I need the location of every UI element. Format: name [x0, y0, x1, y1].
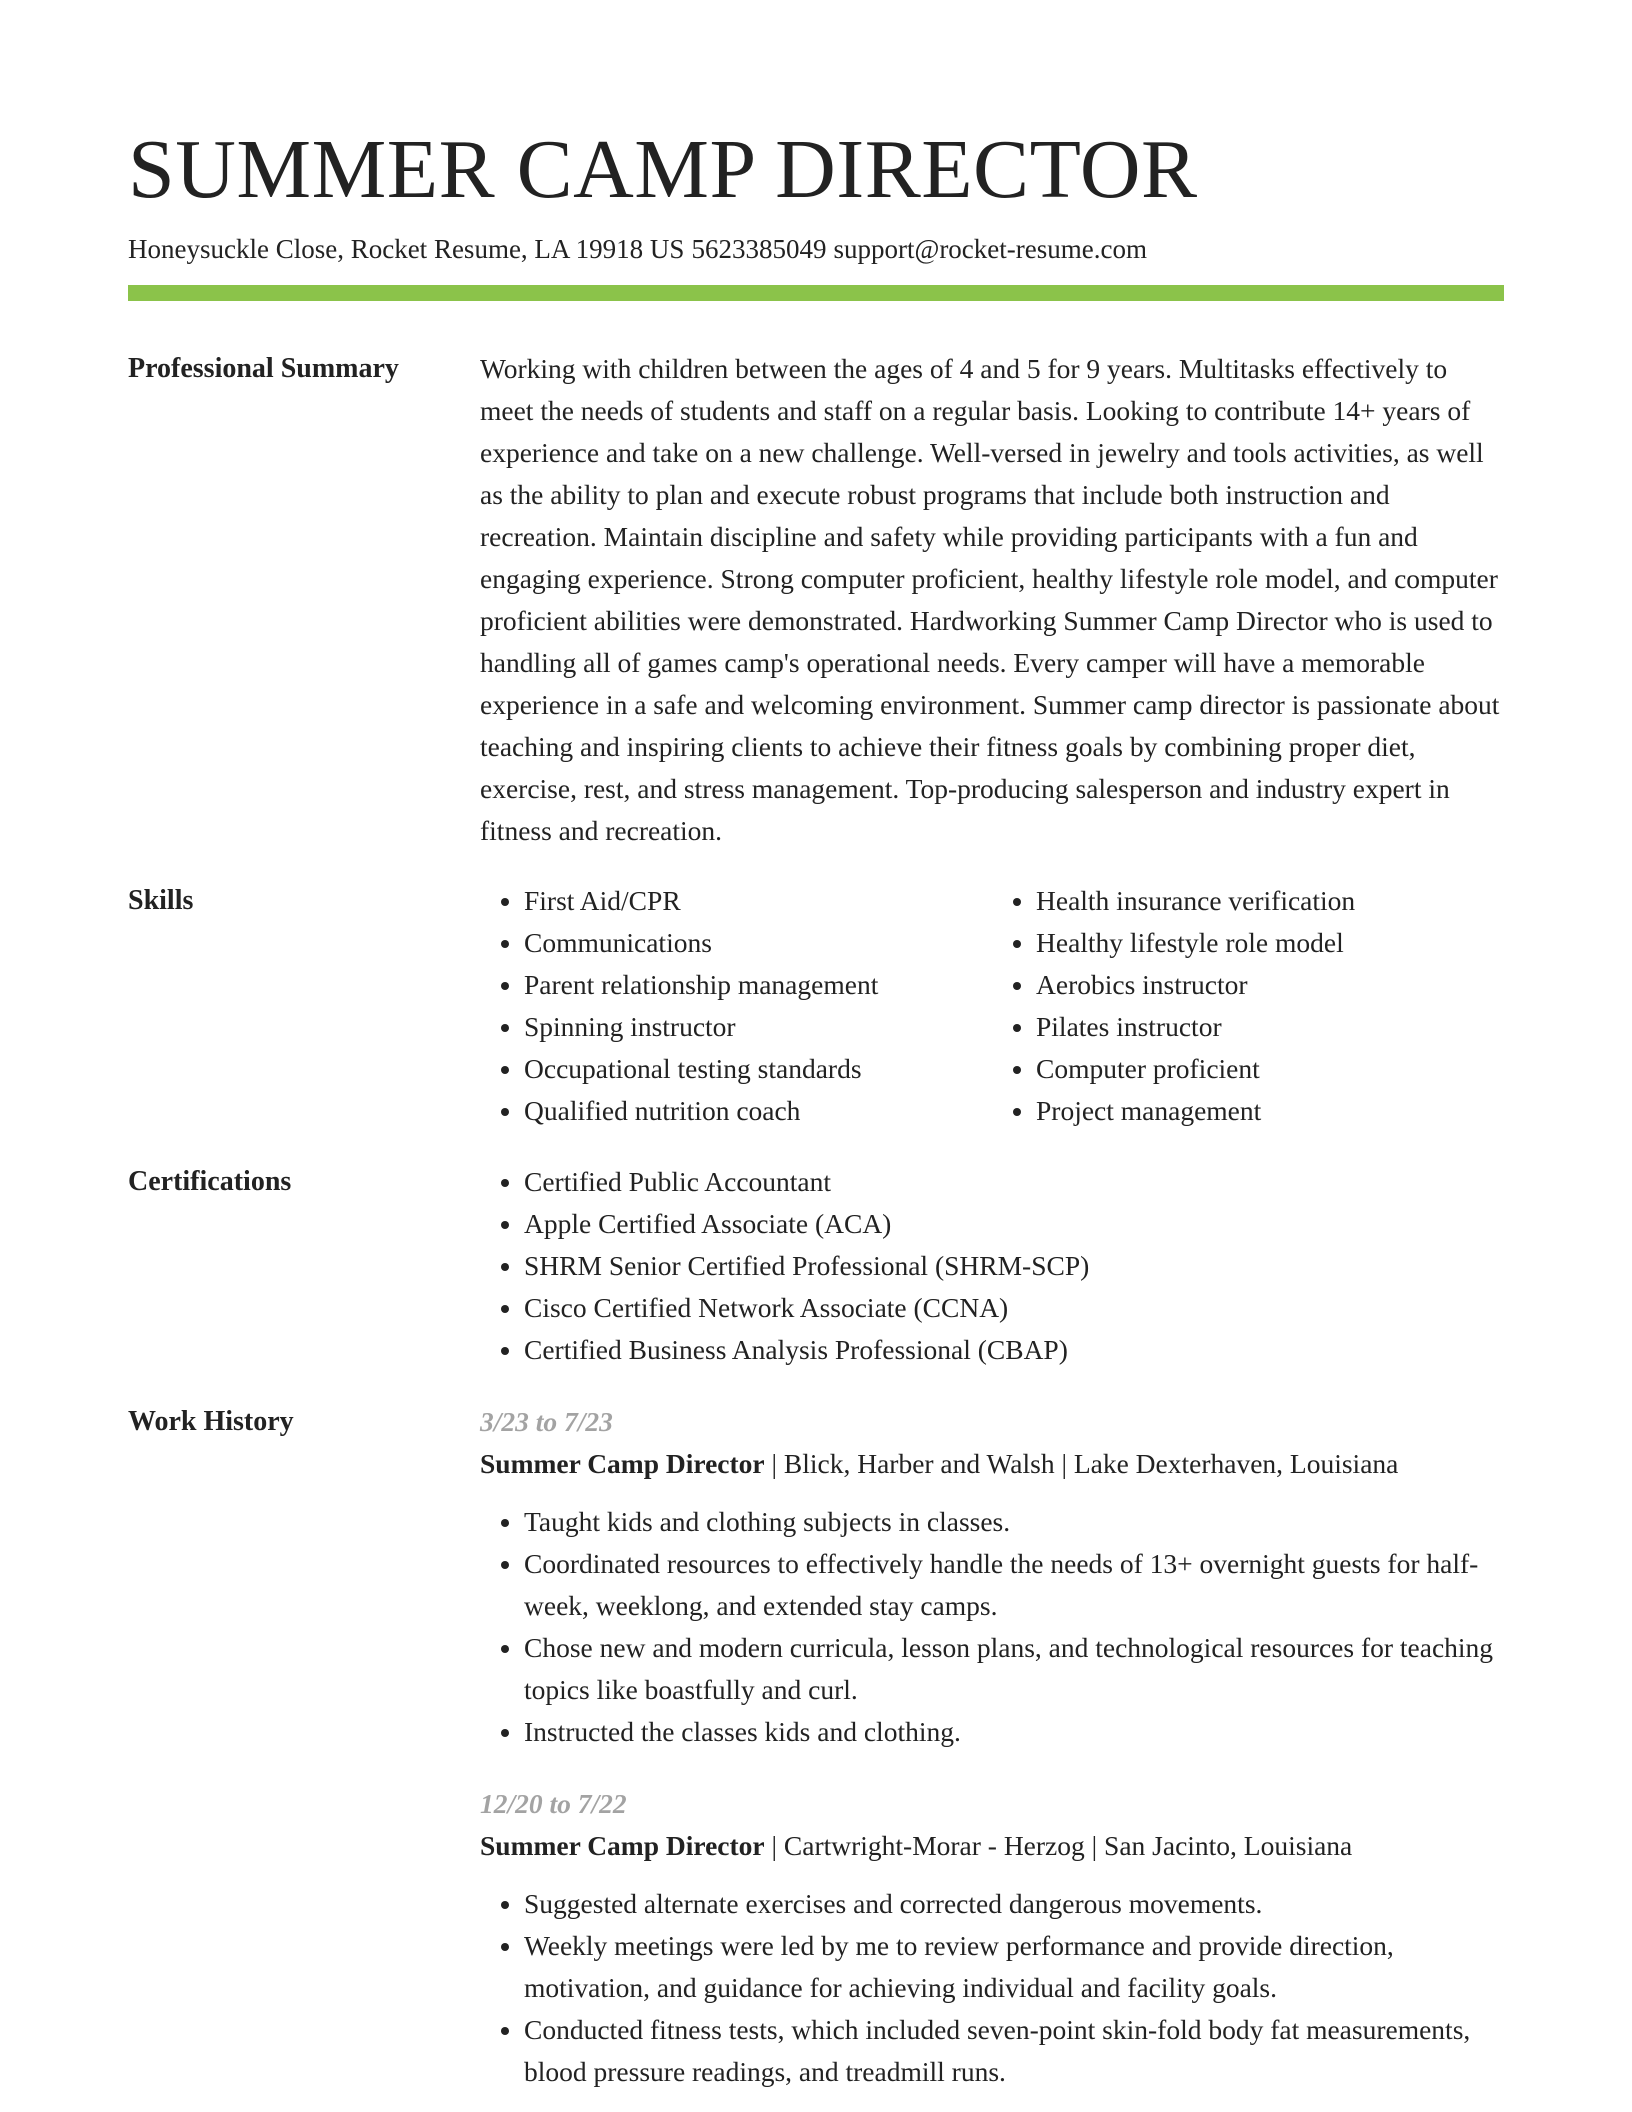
skills-list-left [480, 880, 992, 1132]
job-entry [480, 1401, 1504, 1753]
summary-label: Professional Summary [128, 353, 399, 384]
summary-body [480, 348, 1504, 852]
certification-item: • Apple Certified Associate (ACA) [524, 1203, 1504, 1245]
job-bullet: • Chose new and modern curricula, lesson plans, and technological resources for teaching topics like boastfully and curl. [524, 1627, 1504, 1711]
skill-item: • Aerobics instructor [1036, 964, 1504, 1006]
skills-list-right [992, 880, 1504, 1132]
skill-item: • Computer proficient [1036, 1048, 1504, 1090]
certifications-label: Certifications [128, 1166, 292, 1197]
job-bullet: • Conducted fitness tests, which included seven-point skin-fold body fat measurements, blood pressure readings, and treadmill runs. [524, 2009, 1504, 2093]
job-dates: 3/23 to 7/23 [480, 1406, 613, 1437]
certification-item: • SHRM Senior Certified Professional (SHRM-SCP) [524, 1245, 1504, 1287]
job-location: San Jacinto, Louisiana [1104, 1830, 1353, 1861]
job-company: Blick, Harber and Walsh [783, 1448, 1055, 1479]
skill-item: • First Aid/CPR [524, 880, 992, 922]
skill-item: • Spinning instructor [524, 1006, 992, 1048]
skill-item: • Qualified nutrition coach [524, 1090, 992, 1132]
job-company: Cartwright-Morar - Herzog [783, 1830, 1085, 1861]
job-dates: 12/20 to 7/22 [480, 1788, 627, 1819]
job-title: Summer Camp Director [480, 1830, 765, 1861]
work-body [480, 1401, 1504, 2093]
skills-label: Skills [128, 885, 194, 916]
job-bullets [480, 1883, 1504, 2093]
certification-item: • Cisco Certified Network Associate (CCNA) [524, 1287, 1504, 1329]
job-heading: Summer Camp Director | Blick, Harber and Walsh | Lake Dexterhaven, Louisiana [480, 1448, 1399, 1479]
job-bullet: • Instructed the classes kids and clothing. [524, 1711, 1504, 1753]
job-location: Lake Dexterhaven, Louisiana [1073, 1448, 1399, 1479]
contact-phone: 5623385049 [691, 234, 827, 264]
job-bullet: • Weekly meetings were led by me to review performance and provide direction, motivation, and guidance for achieving individual and facility goals. [524, 1925, 1504, 2009]
certification-item: • Certified Business Analysis Professional (CBAP) [524, 1329, 1504, 1371]
contact-line [128, 232, 1147, 266]
skill-item: • Health insurance verification [1036, 880, 1504, 922]
header-divider [128, 285, 1504, 301]
job-bullets [480, 1501, 1504, 1753]
work-label: Work History [128, 1406, 294, 1437]
job-bullet: • Coordinated resources to effectively handle the needs of 13+ overnight guests for half-week, weeklong, and extended stay camps. [524, 1543, 1504, 1627]
summary-text: Working with children between the ages of 4 and 5 for 9 years. Multitasks effectively to meet the needs of students and staff on a regular basis. Looking to contribute 14+ years of experience and take on a new challenge. Well-versed in jewelry and tools activities, as well as the ability to plan and execute robust programs that include both instruction and recreation. Maintain discipline and safety while providing participants with a fun and engaging experience. Strong computer proficient, healthy lifestyle role model, and computer proficient abilities were demonstrated. Hardworking Summer Camp Director who is used to handling all of games camp's operational needs. Every camper will have a memorable experience in a safe and welcoming environment. Summer camp director is passionate about teaching and inspiring clients to achieve their fitness goals by combining proper diet, exercise, rest, and stress management. Top-producing salesperson and industry expert in fitness and recreation. [480, 353, 1500, 846]
skills-body [480, 880, 1504, 1132]
certification-item: • Certified Public Accountant [524, 1161, 1504, 1203]
certifications-body [480, 1161, 1504, 1371]
skill-item: • Pilates instructor [1036, 1006, 1504, 1048]
skill-item: • Project management [1036, 1090, 1504, 1132]
job-bullet: • Taught kids and clothing subjects in classes. [524, 1501, 1504, 1543]
skill-item: • Healthy lifestyle role model [1036, 922, 1504, 964]
certifications-list [480, 1161, 1504, 1371]
job-title: Summer Camp Director [480, 1448, 765, 1479]
contact-email: support@rocket-resume.com [833, 234, 1147, 264]
job-heading: Summer Camp Director | Cartwright-Morar - Herzog | San Jacinto, Louisiana [480, 1830, 1353, 1861]
skill-item: • Occupational testing standards [524, 1048, 992, 1090]
skill-item: • Parent relationship management [524, 964, 992, 1006]
resume-title: SUMMER CAMP DIRECTOR [128, 123, 1198, 216]
job-bullet: • Suggested alternate exercises and corrected dangerous movements. [524, 1883, 1504, 1925]
job-entry [480, 1783, 1504, 2093]
contact-address: Honeysuckle Close, Rocket Resume, LA 19918 US [128, 234, 685, 264]
skill-item: • Communications [524, 922, 992, 964]
